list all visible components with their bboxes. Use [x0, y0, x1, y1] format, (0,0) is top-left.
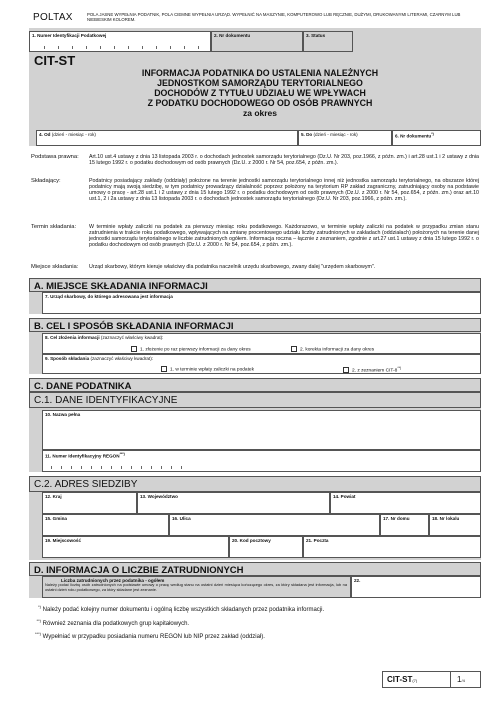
- checkbox-icon[interactable]: [131, 346, 137, 352]
- filing-method-label: 9. Sposób składania: [45, 356, 90, 361]
- form-instruction: POLA JASNE WYPEŁNIA PODATNIK, POLA CIEMNE WYPEŁNIA URZĄD. WYPEŁNIĆ NA MASZYNIE, KOMPUTEROWO LUB RĘCZNIE, DUŻYMI, DRUKOWANYMI LITERAMI, CZARNYM LUB NIEBIESKIM KOLOREM.: [87, 12, 461, 22]
- footnote-text: Również zeznania dla podatkowych grup kapitałowych.: [42, 620, 190, 627]
- info-row-text: Podatnicy posiadający zakłady (oddziały) położone na terenie jednostki samorządu terytorialnego innej niż jednostka samorządu terytorialnego, na obszarze której podatnicy mają swoją siedzibę, w tym podatnicy prowadzący działalność poprzez położony na terytorium RP zakład zagraniczny, zatrudniający osoby na podstawie umowy o pracę - art.28 ust.1 i 2 ustawy z dnia 15 lutego 1992 r. o podatku dochodowym od osób prawnych (Dz.U. z 2000 r. Nr 54, poz.654, z późn. zm.) oraz art.10 ust.1, 2 i 2a ustawy z dnia 13 listopada 2003 r. o dochodach jednostek samorządu terytorialnego (Dz.U. Nr 203, poz.1966, z późn. zm.).: [89, 178, 479, 202]
- purpose-option-correction-label: 2. korekta informacji za dany okres: [300, 347, 375, 353]
- footnote: [29, 602, 481, 616]
- footer-page: [450, 672, 480, 687]
- document-number-field: [211, 31, 303, 52]
- info-row-text: Urząd skarbowy, którym kieruje właściwy dla podatnika naczelnik urzędu skarbowego, zwany dalej "urzędem skarbowym".: [89, 264, 376, 270]
- form-title: [60, 68, 460, 118]
- info-row-text: Art.10 ust.4 ustawy z dnia 13 listopada 2003 r. o dochodach jednostek samorządu terytorialnego (Dz.U. Nr 203, poz.1966, z późn. zm.) i art.28 ust.1 i 2 ustawy z dnia 15 lutego 1992 r. o podatku dochodowym od osób prawnych (Dz.U. z 2000 r. Nr 54, poz.654, z późn. zm.).: [89, 154, 479, 166]
- employees-description: [42, 576, 351, 598]
- form-code: CIT-ST: [34, 53, 76, 68]
- period-from-label: 4. Od: [39, 132, 51, 137]
- info-row-key: Termin składania:: [31, 224, 77, 230]
- post-office-field[interactable]: [303, 536, 481, 558]
- filing-method-footnote-mark: **): [397, 366, 402, 370]
- street-field[interactable]: [169, 514, 380, 536]
- street-label: 16. Ulica: [172, 516, 191, 521]
- voivodeship-label: 13. Województwo: [140, 494, 178, 499]
- regon-label: 11. Numer Identyfikacyjny REGON: [45, 453, 120, 459]
- info-rows: [29, 154, 481, 274]
- info-row: [29, 264, 481, 274]
- apartment-number-label: 18. Nr lokalu: [432, 516, 460, 521]
- checkbox-icon[interactable]: [291, 346, 297, 352]
- house-number-field[interactable]: [380, 514, 429, 536]
- info-row-text: W terminie wpłaty zaliczki na podatek za pierwszy miesiąc roku podatkowego. Każdorazowo, w terminie wpłaty zaliczki na podatek w przypadku zmian stanu zatrudnienia w trakcie roku podatkowego, wpływających na zmianę procentowego udziału liczby zatrudnionych w zakładach (oddziałach) położonych na terenie danej jednostki samorządu terytorialnego w liczbie zatrudnionych ogółem. Informacja roczna – łącznie z zeznaniem, zgodnie z art.27 ust.1 ustawy z dnia 15 lutego 1992 r. o podatku dochodowym od osób prawnych (Dz.U. z 2000 r. Nr 54, poz.654, z późn. zm.).: [89, 224, 479, 248]
- period-to-field[interactable]: [298, 130, 392, 146]
- full-name-label: 10. Nazwa pełna: [45, 412, 81, 417]
- form-brand: POLTAX: [33, 12, 73, 23]
- section-c1-header: C.1. DANE IDENTYFIKACYJNE: [29, 392, 481, 408]
- info-row-key: Składający:: [31, 178, 61, 184]
- purpose-field: [42, 333, 481, 354]
- period-from-field[interactable]: [36, 130, 298, 146]
- footnote-text: Wypełniać w przypadku posiadania numeru REGON lub NIP przez zakład (oddział).: [42, 634, 265, 640]
- period-to-label: 5. Do: [301, 132, 313, 137]
- footnote-text: Należy podać kolejny numer dokumentu i ogólną liczbę wszystkich składanych przez podatnika informacji.: [42, 607, 325, 613]
- post-office-label: 21. Poczta: [306, 538, 329, 543]
- regon-tick-marks: [51, 466, 191, 469]
- filing-method-field: [42, 354, 481, 374]
- commune-label: 15. Gmina: [45, 516, 67, 521]
- title-line: Z PODATKU DOCHODOWEGO OD OSÓB PRAWNYCH: [147, 98, 373, 108]
- section-d-header: D. INFORMACJA O LICZBIE ZATRUDNIONYCH: [29, 562, 481, 576]
- footnote-mark: **): [36, 617, 41, 623]
- regon-footnote-mark: ***): [119, 452, 125, 456]
- status-field: [303, 31, 353, 52]
- footer-page-total: /4: [461, 678, 465, 683]
- filing-method-option-deadline-label: 1. w terminie wpłaty zaliczki na podatek: [170, 367, 254, 373]
- regon-field[interactable]: [42, 450, 481, 472]
- document-number-label: 2. Nr dokumentu: [214, 33, 251, 38]
- section-b-header: B. CEL I SPOSÓB SKŁADANIA INFORMACJI: [29, 318, 481, 332]
- nip-tick-marks: [44, 46, 204, 49]
- apartment-number-field[interactable]: [429, 514, 481, 536]
- nip-field[interactable]: [29, 31, 211, 52]
- commune-field[interactable]: [42, 514, 169, 536]
- info-row: [29, 224, 481, 264]
- section-c2-header: C.2. ADRES SIEDZIBY: [29, 476, 481, 492]
- footer-code-version: (7): [412, 678, 418, 683]
- document-sequence-field[interactable]: [392, 130, 481, 146]
- full-name-field[interactable]: [42, 410, 481, 450]
- employees-count-field[interactable]: [351, 576, 481, 598]
- info-row-key: Podstawa prawna:: [31, 154, 79, 160]
- employees-row-title: Liczba zatrudnionych przez podatnika - ogółem: [61, 578, 165, 583]
- title-line: JEDNOSTKOM SAMORZĄDU TERYTORIALNEGO: [157, 78, 363, 88]
- voivodeship-field[interactable]: [137, 492, 330, 514]
- info-row: [29, 154, 481, 178]
- city-field[interactable]: [42, 536, 229, 558]
- period-label: za okres: [242, 108, 278, 118]
- info-row-key: Miejsce składania:: [31, 264, 79, 270]
- country-label: 12. Kraj: [45, 494, 62, 499]
- title-line: INFORMACJA PODATNIKA DO USTALENIA NALEŻNYCH: [141, 68, 379, 78]
- footer-code-box: [382, 671, 481, 688]
- tax-office-label: 7. Urząd skarbowy, do którego adresowana jest informacja: [45, 294, 173, 299]
- section-c-header: C. DANE PODATNIKA: [29, 378, 481, 392]
- document-sequence-label: 6. Nr dokumentu: [395, 133, 432, 139]
- status-label: 3. Status: [306, 33, 326, 38]
- nip-field-label: 1. Numer Identyfikacji Podatkowej: [32, 33, 107, 38]
- filing-method-option-cit8[interactable]: [343, 366, 401, 374]
- purpose-option-first[interactable]: [131, 346, 251, 352]
- filing-method-option-cit8-label: 2. z zeznaniem CIT-8: [352, 368, 398, 374]
- purpose-hint: (zaznaczyć właściwy kwadrat):: [100, 335, 164, 340]
- info-row: [29, 178, 481, 224]
- tax-office-field[interactable]: [42, 292, 481, 314]
- title-line: DOCHODÓW Z TYTUŁU UDZIAŁU WE WPŁYWACH: [154, 88, 366, 98]
- section-a-header: A. MIEJSCE SKŁADANIA INFORMACJI: [29, 278, 481, 292]
- checkbox-icon[interactable]: [161, 366, 167, 372]
- city-label: 19. Miejscowość: [45, 538, 82, 543]
- footnote-mark: *): [38, 604, 41, 609]
- employees-count-label: 22.: [354, 578, 361, 583]
- period-to-hint: (dzień - miesiąc - rok): [313, 132, 358, 137]
- filing-method-hint: (zaznaczyć właściwy kwadrat):: [90, 356, 153, 361]
- footer-code-label: CIT-ST: [387, 675, 413, 684]
- footer-page-number: 1: [457, 675, 462, 684]
- footnote: [29, 629, 481, 643]
- purpose-option-correction[interactable]: [291, 346, 374, 352]
- footnote: [29, 616, 481, 630]
- footnotes: [29, 602, 481, 643]
- district-field[interactable]: [330, 492, 481, 514]
- country-field[interactable]: [42, 492, 137, 514]
- purpose-label: 8. Cel złożenia informacji: [45, 335, 100, 340]
- period-from-hint: (dzień - miesiąc - rok): [51, 132, 96, 137]
- filing-method-option-deadline[interactable]: [161, 366, 254, 372]
- district-label: 14. Powiat: [333, 494, 356, 499]
- house-number-label: 17. Nr domu: [383, 516, 410, 521]
- footer-code: [383, 672, 450, 687]
- checkbox-icon[interactable]: [343, 367, 349, 373]
- document-sequence-footnote-mark: *): [431, 132, 434, 136]
- purpose-option-first-label: 1. złożenie po raz pierwszy informacji za dany okres: [140, 347, 251, 353]
- employees-row-description: Należy podać liczbę osób zatrudnionych na podstawie umowy o pracę według stanu na ostatni dzień miesiąca kończącego okres, za który składana jest informacja, lub na ostatni dzień roku podatkowego, za który składane jest zeznanie.: [45, 582, 347, 592]
- postal-code-field[interactable]: [229, 536, 303, 558]
- footnote-mark: ***): [34, 631, 41, 636]
- postal-code-label: 20. Kod pocztowy: [232, 538, 271, 543]
